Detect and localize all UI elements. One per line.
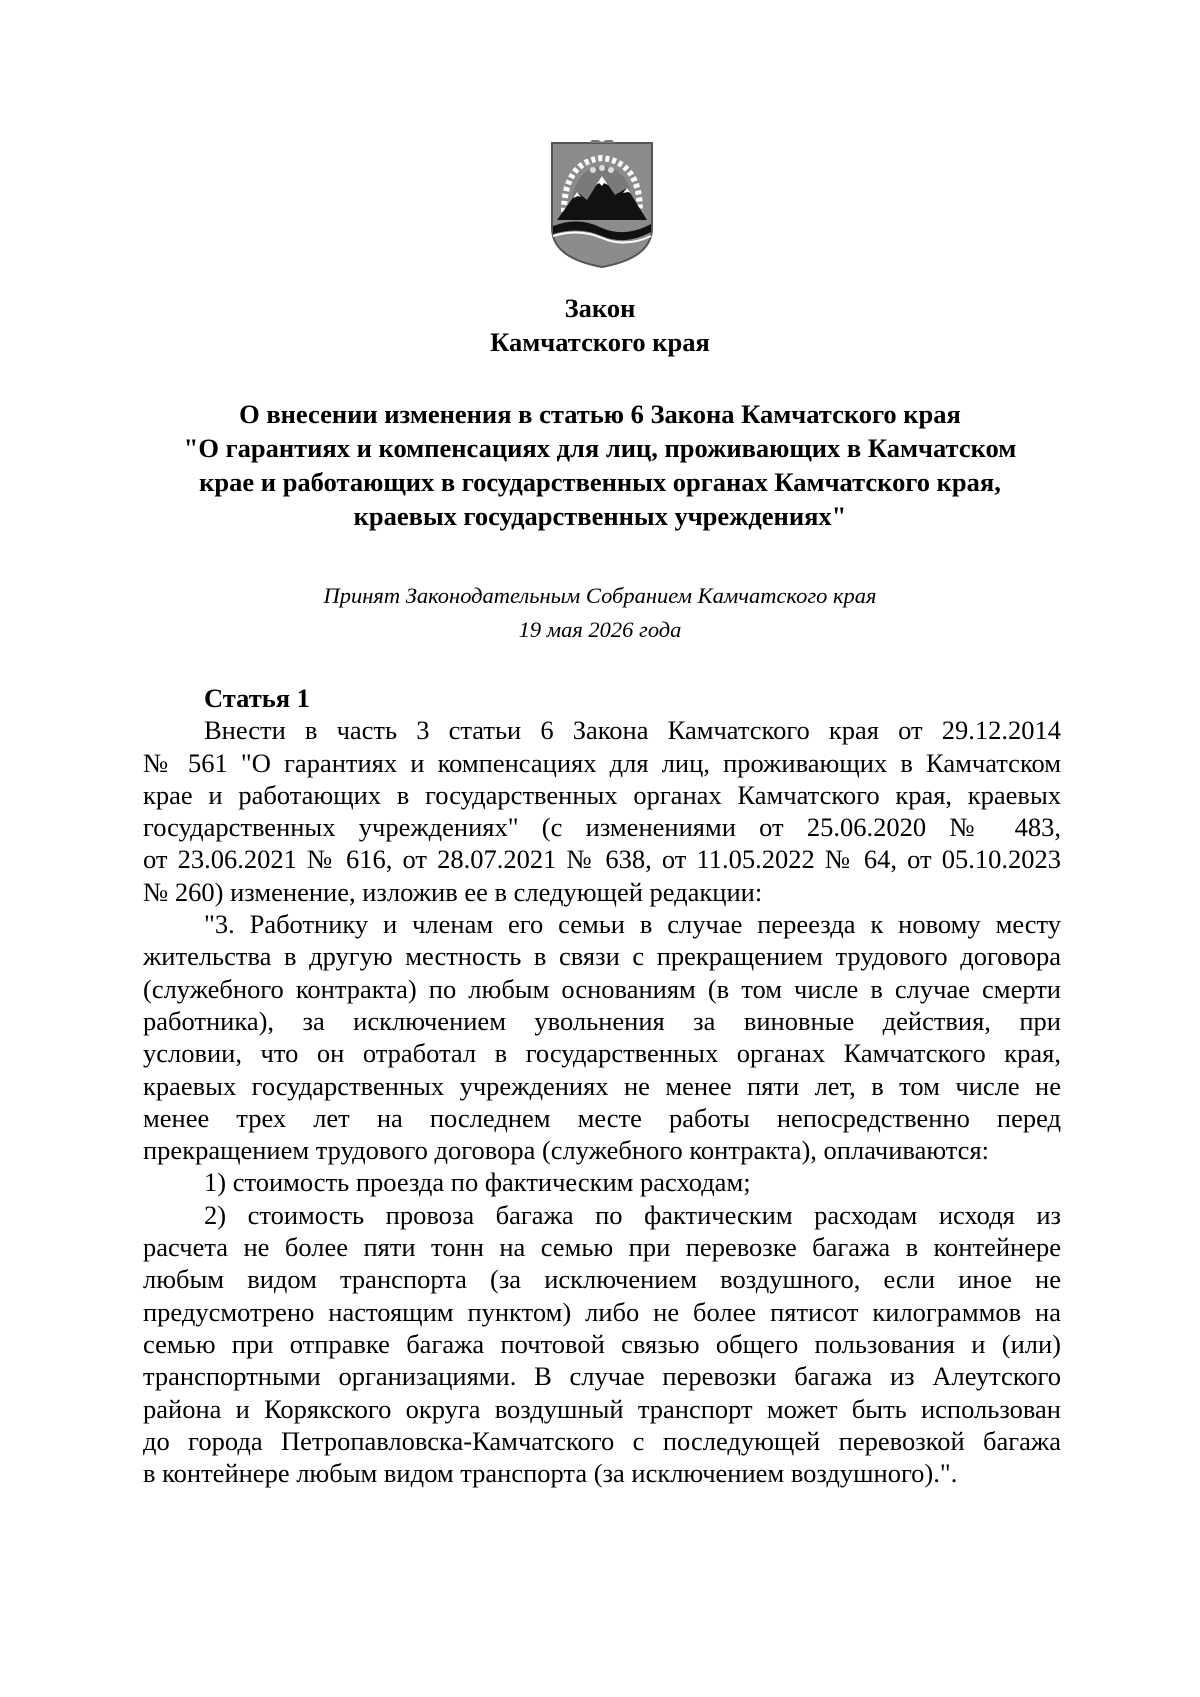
article-line: 1) стоимость проезда по фактическим расходам; — [204, 1167, 751, 1198]
law-title-line-2: Камчатского края — [490, 327, 710, 357]
subject-title-line-4: краевых государственных учреждениях" — [353, 501, 847, 531]
article-line: № 260) изменение, изложив ее в следующей редакции: — [143, 876, 763, 907]
article-line: (служебного контракта) по любым основаниям (в том числе в случае смерти — [143, 973, 1061, 1004]
article-line: работника), за исключением увольнения за виновные действия, при — [143, 1005, 1061, 1036]
article-line: условии, что он отработал в государственных органах Камчатского края, — [143, 1038, 1061, 1069]
article-1 — [143, 682, 1061, 1489]
adoption-line-1: Принят Законодательным Собранием Камчатского края — [323, 583, 877, 608]
article-line: любым видом транспорта (за исключением воздушного, если иное не — [143, 1264, 1061, 1295]
article-line: № 561 "О гарантиях и компенсациях для лиц, проживающих в Камчатском — [143, 747, 1061, 778]
subject-title-line-2: "О гарантиях и компенсациях для лиц, проживающих в Камчатском — [183, 433, 1017, 463]
law-subject-title — [140, 397, 1060, 533]
subject-title-line-3: крае и работающих в государственных органах Камчатского края, — [199, 467, 1001, 497]
adoption-note — [140, 579, 1060, 647]
article-heading: Статья 1 — [204, 683, 310, 713]
article-line: в контейнере любым видом транспорта (за исключением воздушного).". — [143, 1458, 958, 1489]
article-line: крае и работающих в государственных органах Камчатского края, краевых — [143, 779, 1061, 810]
article-line: "3. Работнику и членам его семьи в случае переезда к новому месту — [204, 909, 1061, 940]
article-line: расчета не более пяти тонн на семью при перевозке багажа в контейнере — [143, 1232, 1061, 1263]
article-line: до города Петропавловска-Камчатского с последующей перевозкой багажа — [143, 1425, 1061, 1456]
emblem-crown — [589, 140, 615, 143]
coat-of-arms-emblem — [549, 140, 655, 270]
article-line: государственных учреждениях" (с изменениями от 25.06.2020 № 483, — [143, 812, 1061, 843]
article-line: района и Корякского округа воздушный транспорт может быть использован — [143, 1393, 1061, 1424]
article-line: менее трех лет на последнем месте работы непосредственно перед — [143, 1102, 1061, 1133]
article-line: предусмотрено настоящим пунктом) либо не более пятисот килограммов на — [143, 1296, 1061, 1327]
article-line: жительства в другую местность в связи с прекращением трудового договора — [143, 941, 1061, 972]
article-line: прекращением трудового договора (служебного контракта), оплачиваются: — [143, 1135, 989, 1166]
article-line: семью при отправке багажа почтовой связью общего пользования и (или) — [143, 1328, 1061, 1359]
article-line: транспортными организациями. В случае перевозки багажа из Алеутского — [143, 1361, 1061, 1392]
article-line: от 23.06.2021 № 616, от 28.07.2021 № 638, от 11.05.2022 № 64, от 05.10.2023 — [143, 844, 1061, 875]
article-line: краевых государственных учреждениях не менее пяти лет, в том числе не — [143, 1070, 1061, 1101]
law-title — [140, 291, 1060, 359]
article-line: 2) стоимость провоза багажа по фактическим расходам исходя из — [204, 1199, 1061, 1230]
adoption-date: 19 мая 2026 года — [518, 617, 682, 642]
law-title-line-1: Закон — [564, 293, 636, 323]
article-line: Внести в часть 3 статьи 6 Закона Камчатского края от 29.12.2014 — [204, 715, 1061, 746]
subject-title-line-1: О внесении изменения в статью 6 Закона Камчатского края — [239, 399, 961, 429]
